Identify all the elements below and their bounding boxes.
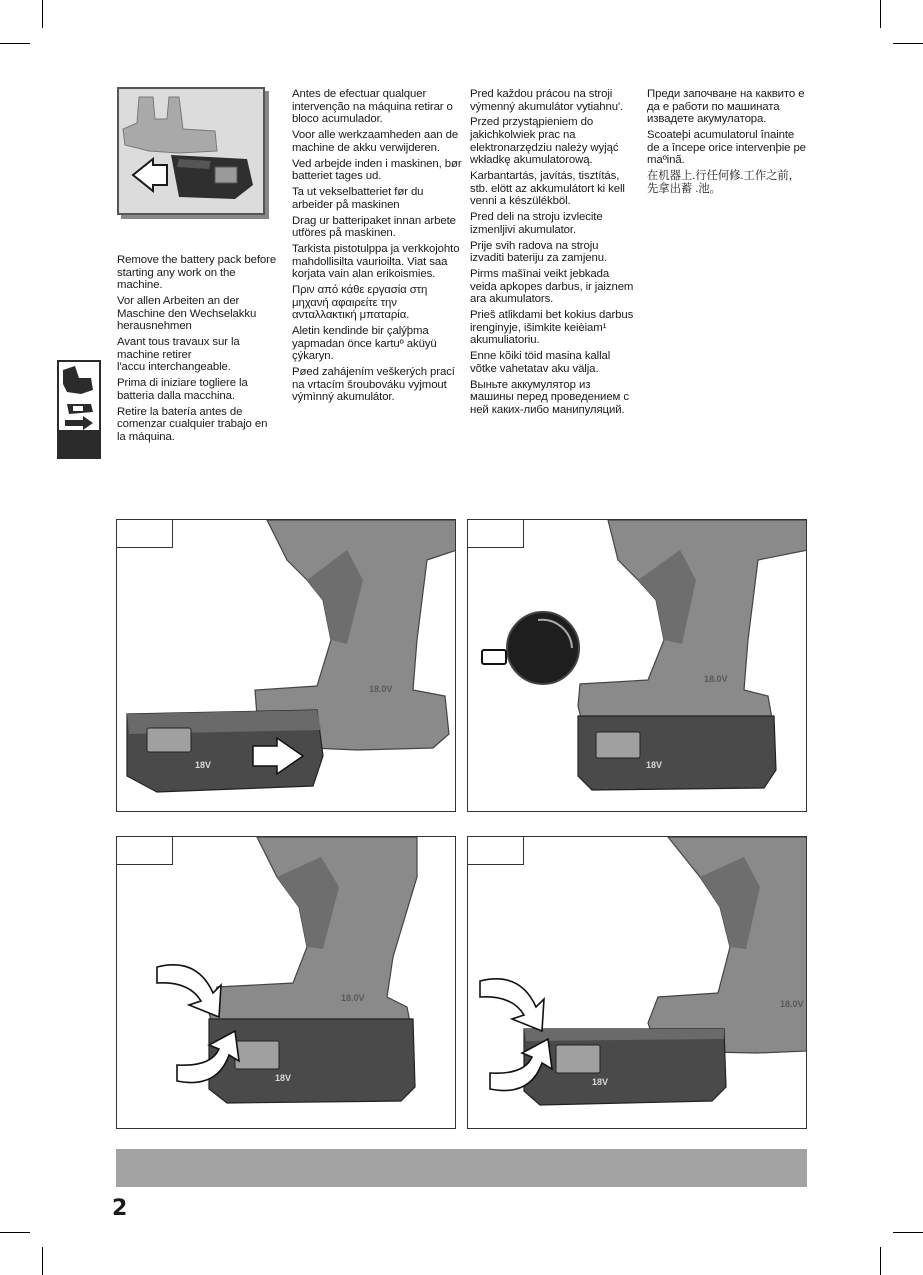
instruction-text: Tarkista pistotulppa ja verkkojohto mahdollisilta vaurioilta. Viat saa korjata vain alan erikoismies.	[292, 243, 460, 281]
side-tab	[57, 360, 101, 459]
instruction-text: Scoateþi acumulatorul înainte de a începe orice intervenþie pe maºinã.	[647, 129, 806, 167]
instruction-text: Pøed zahájením veškerých prací na vrtacím šroubováku vyjmout výmìnný akumulátor.	[292, 366, 455, 404]
figure-number-box	[468, 520, 524, 548]
instruction-text: Pred každou prácou na stroji výmenný akumulátor vytiahnu'.	[470, 88, 624, 113]
instruction-text: Pirms mašīnai veikt jebkada veida apkopes darbus, ir jaiznem ara akumulators.	[470, 268, 634, 306]
instruction-text: Πριν από κάθε εργασία στη μηχανή αφαιρείτε την ανταλλακτική μπαταρία.	[292, 284, 428, 322]
battery-voltage-label: 18V	[275, 1073, 292, 1083]
instruction-text: Karbantartás, javítás, tisztítás, stb. elött az akkumulátort ki kell venni a készülékböl.	[470, 170, 625, 208]
instruction-text: 在机器上.行任何修.工作之前，先拿出蓄 .池。	[647, 170, 800, 195]
instruction-text: Prije svih radova na stroju izvaditi bateriju za zamjenu.	[470, 239, 608, 265]
instruction-text: Remove the battery pack before starting any work on the machine.	[117, 254, 277, 292]
instruction-text: Drag ur batteripaket innan arbete utföres på maskinen.	[292, 214, 456, 240]
crop-mark	[893, 43, 923, 44]
instruction-text: Przed przystąpieniem do jakichkolwiek prac na elektronarzędziu należy wyjąć wkładkę akumulatorową.	[470, 116, 619, 167]
battery-voltage-label: 18V	[195, 760, 212, 770]
crop-mark	[880, 1247, 881, 1275]
crop-mark	[0, 43, 30, 44]
battery-remove-icon	[57, 360, 101, 459]
crop-mark	[42, 0, 43, 28]
tool-voltage-label: 18.0V	[780, 999, 804, 1009]
instruction-text: Enne kõiki töid masina kallal võtke vahetatav aku välja.	[470, 350, 611, 375]
instruction-text: l'accu interchangeable.	[117, 361, 231, 374]
figure-panel-4	[467, 836, 807, 1129]
instruction-text: Ved arbejde inden i maskinen, bør batteriet tages ud.	[292, 157, 462, 183]
battery-voltage-label: 18V	[646, 760, 663, 770]
text-column-3	[470, 88, 635, 420]
instruction-text: Avant tous travaux sur la machine retirer	[117, 336, 240, 361]
crop-mark	[42, 1247, 43, 1275]
tool-voltage-label: 18.0V	[704, 674, 728, 684]
crop-mark	[0, 1232, 30, 1233]
crop-mark	[893, 1232, 923, 1233]
text-column-2	[292, 88, 462, 407]
instruction-text: Antes de efectuar qualquer intervenção na máquina retirar o bloco acumulador.	[292, 88, 453, 126]
instruction-text: Pred deli na stroju izvlecite izmenljivi akumulator.	[470, 211, 603, 236]
figure-panel-3	[116, 836, 456, 1129]
battery-voltage-label: 18V	[592, 1077, 609, 1087]
figure-panel-2	[467, 519, 807, 812]
instruction-text: Aletin kendinde bir çalýþma yapmadan önce kartuº aküyü çýkaryn.	[292, 325, 437, 363]
figure-panel-1	[116, 519, 456, 812]
instruction-text: Выньте аккумулятор из машины перед проведением с ней каких-либо манипуляций.	[470, 378, 629, 417]
text-column-1	[117, 254, 279, 447]
tool-voltage-label: 18.0V	[341, 993, 365, 1003]
instruction-text: Преди започване на каквито е да е работи по машината извадете акумулатора.	[647, 88, 805, 126]
figure-number-box	[117, 837, 173, 865]
text-column-4	[647, 88, 807, 199]
instruction-text: Vor allen Arbeiten an der Maschine den Wechselakku herausnehmen	[117, 295, 257, 333]
instruction-text: Voor alle werkzaamheden aan de machine de akku verwijderen.	[292, 129, 459, 154]
page-number: 2	[112, 1196, 128, 1221]
battery-removal-illustration	[117, 87, 265, 215]
instruction-text: Prima di iniziare togliere la batteria dalla macchina.	[117, 377, 248, 402]
figure-number-box	[468, 837, 524, 865]
tool-voltage-label: 18.0V	[369, 684, 393, 694]
figure-number-box	[117, 520, 173, 548]
crop-mark	[880, 0, 881, 28]
instruction-text: Retire la batería antes de comenzar cualquier trabajo en la máquina.	[117, 405, 268, 443]
instruction-text: Prieš atlikdami bet kokius darbus irenginyje, išimkite keièiam¹ akumuliatoriu.	[470, 309, 634, 347]
footer-bar	[116, 1149, 807, 1187]
instruction-text: Ta ut vekselbatteriet før du arbeider på maskinen	[292, 186, 424, 211]
